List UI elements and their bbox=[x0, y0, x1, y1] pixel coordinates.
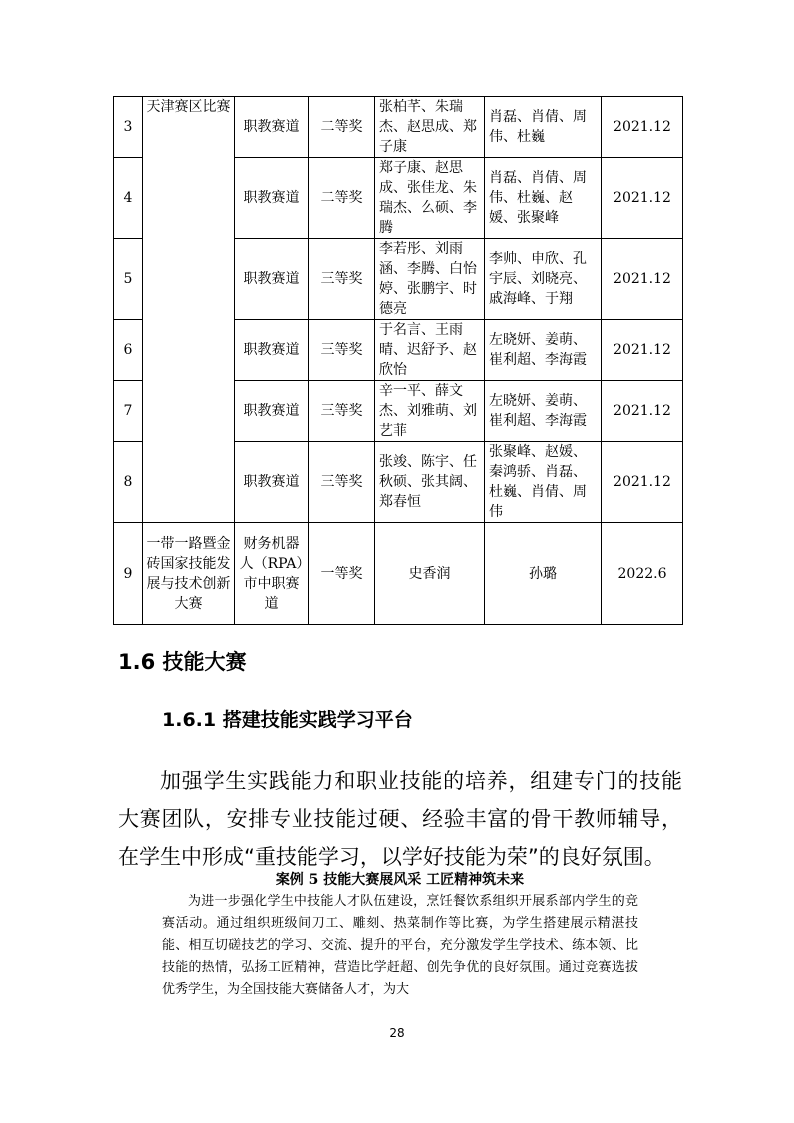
date: 2021.12 bbox=[602, 239, 683, 320]
competition-name: 一带一路暨金砖国家技能发展与技术创新大赛 bbox=[143, 523, 235, 625]
date: 2022.6 bbox=[602, 523, 683, 625]
award: 三等奖 bbox=[309, 442, 375, 523]
case-body: 为进一步强化学生中技能人才队伍建设，烹饪餐饮系组织开展系部内学生的竞赛活动。通过组织班级间刀工、雕刻、热菜制作等比赛，为学生搭建展示精湛技能、相互切磋技艺的学习、交流、提升的平台，充分激发学生学技术、练本领、比技能的热情，弘扬工匠精神，营造比学赶超、创先争优的良好氛围。通过竞赛选拔优秀学生，为全国技能大赛储备人才，为大 bbox=[162, 894, 638, 997]
date: 2021.12 bbox=[602, 320, 683, 381]
date: 2021.12 bbox=[602, 442, 683, 523]
track: 职教赛道 bbox=[235, 320, 309, 381]
teachers: 肖磊、肖倩、周伟、杜巍、赵媛、张聚峰 bbox=[485, 158, 602, 239]
award: 一等奖 bbox=[309, 523, 375, 625]
subsection-heading: 1.6.1 搭建技能实践学习平台 bbox=[162, 709, 413, 731]
row-number: 4 bbox=[114, 158, 143, 239]
students: 辛一平、薛文杰、刘雅萌、刘艺菲 bbox=[375, 381, 485, 442]
award: 三等奖 bbox=[309, 320, 375, 381]
track: 职教赛道 bbox=[235, 381, 309, 442]
competition-name: 天津赛区比赛 bbox=[143, 97, 235, 523]
track: 职教赛道 bbox=[235, 97, 309, 158]
row-number: 6 bbox=[114, 320, 143, 381]
row-number: 7 bbox=[114, 381, 143, 442]
track: 职教赛道 bbox=[235, 442, 309, 523]
teachers: 左晓妍、姜萌、崔利超、李海霞 bbox=[485, 320, 602, 381]
awards-table bbox=[113, 96, 683, 625]
teachers: 肖磊、肖倩、周伟、杜巍 bbox=[485, 97, 602, 158]
page-number: 28 bbox=[389, 1026, 405, 1040]
students: 郑子康、赵思成、张佳龙、朱瑞杰、么硕、李腾 bbox=[375, 158, 485, 239]
teachers: 张聚峰、赵媛、秦鸿骄、肖磊、杜巍、肖倩、周伟 bbox=[485, 442, 602, 523]
track: 职教赛道 bbox=[235, 158, 309, 239]
date: 2021.12 bbox=[602, 97, 683, 158]
row-number: 9 bbox=[114, 523, 143, 625]
teachers: 左晓妍、姜萌、崔利超、李海霞 bbox=[485, 381, 602, 442]
award: 三等奖 bbox=[309, 381, 375, 442]
row-number: 3 bbox=[114, 97, 143, 158]
students: 张竣、陈宇、任秋硕、张其阔、郑春恒 bbox=[375, 442, 485, 523]
students: 李若彤、刘雨涵、李腾、白怡婷、张鹏宇、时德亮 bbox=[375, 239, 485, 320]
body-paragraph: 加强学生实践能力和职业技能的培养，组建专门的技能大赛团队，安排专业技能过硬、经验丰富的骨干教师辅导，在学生中形成“重技能学习，以学好技能为荣”的良好氛围。 bbox=[118, 769, 682, 869]
award: 二等奖 bbox=[309, 158, 375, 239]
date: 2021.12 bbox=[602, 381, 683, 442]
teachers: 李帅、申欣、孔宇辰、刘晓亮、戚海峰、于翔 bbox=[485, 239, 602, 320]
row-number: 5 bbox=[114, 239, 143, 320]
row-number: 8 bbox=[114, 442, 143, 523]
students: 张柏芊、朱瑞杰、赵思成、郑子康 bbox=[375, 97, 485, 158]
students: 于名言、王雨晴、迟舒予、赵欣怡 bbox=[375, 320, 485, 381]
award: 三等奖 bbox=[309, 239, 375, 320]
section-heading: 1.6 技能大赛 bbox=[118, 650, 247, 674]
award: 二等奖 bbox=[309, 97, 375, 158]
table-row bbox=[114, 97, 683, 158]
teachers: 孙璐 bbox=[485, 523, 602, 625]
track: 职教赛道 bbox=[235, 239, 309, 320]
track: 财务机器人（RPA）市中职赛道 bbox=[235, 523, 309, 625]
case-title: 案例 5 技能大赛展风采 工匠精神筑未来 bbox=[275, 872, 525, 888]
students: 史香润 bbox=[375, 523, 485, 625]
table-row bbox=[114, 523, 683, 625]
date: 2021.12 bbox=[602, 158, 683, 239]
